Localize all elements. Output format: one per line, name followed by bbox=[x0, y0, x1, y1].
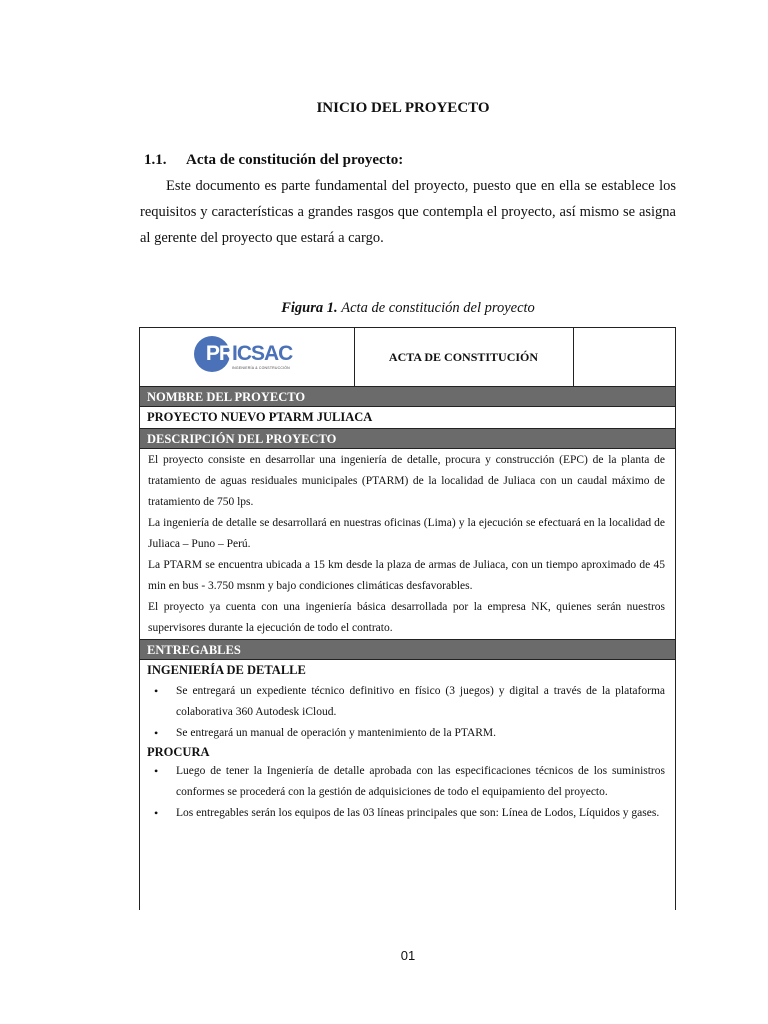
figure-caption bbox=[0, 300, 768, 317]
charter-table bbox=[139, 327, 676, 910]
detail-engineering-list bbox=[140, 681, 675, 744]
company-logo bbox=[194, 333, 292, 375]
figure-label: Figura 1. bbox=[281, 300, 338, 316]
header-empty-cell bbox=[574, 328, 675, 386]
detail-engineering-heading: INGENIERÍA DE DETALLE bbox=[147, 663, 306, 677]
section-number: 1.1. bbox=[144, 152, 167, 168]
procurement-heading: PROCURA bbox=[147, 745, 210, 759]
list-item: • Se entregará un manual de operación y mantenimiento de la PTARM. bbox=[176, 723, 665, 744]
project-name: PROYECTO NUEVO PTARM JULIACA bbox=[140, 407, 675, 429]
procurement-list bbox=[140, 761, 675, 824]
list-item: • Se entregará un expediente técnico definitivo en físico (3 juegos) y digital a través de la plataforma colaborativa 360 Autodesk iCloud. bbox=[176, 681, 665, 723]
list-item: • Los entregables serán los equipos de las 03 líneas principales que son: Línea de Lodos, Líquidos y gases. bbox=[176, 803, 665, 824]
description-label: DESCRIPCIÓN DEL PROYECTO bbox=[140, 429, 675, 449]
logo-circle bbox=[194, 336, 233, 372]
table-header-row bbox=[140, 328, 675, 387]
description-cell bbox=[140, 449, 675, 640]
table-header-title: ACTA DE CONSTITUCIÓN bbox=[354, 328, 574, 386]
logo-cell bbox=[140, 328, 355, 386]
list-item: • Luego de tener la Ingeniería de detalle aprobada con las especificaciones técnicos de los suministros conformes se procederá con la gestión de adquisiciones de todo el equipamiento del proyecto. bbox=[176, 761, 665, 803]
section-heading bbox=[144, 152, 403, 169]
deliverables-label: ENTREGABLES bbox=[140, 640, 675, 660]
logo-prefix: PR bbox=[205, 342, 233, 365]
logo-tagline: INGENIERÍA & CONSTRUCCIÓN bbox=[232, 366, 290, 370]
description-paragraph: El proyecto consiste en desarrollar una ingeniería de detalle, procura y construcción (EPC) de la planta de tratamiento de aguas residuales municipales (PTARM) de la localidad de Juliaca con un caudal máximo de tratamiento de 750 lps. bbox=[148, 454, 665, 508]
intro-paragraph: Este documento es parte fundamental del proyecto, puesto que en ella se establece los requisitos y características a grandes rasgos que contempla el proyecto, así mismo se asigna al gerente del proyecto que estará a cargo. bbox=[140, 178, 676, 246]
deliverables-cell bbox=[140, 660, 675, 824]
description-paragraph: La PTARM se encuentra ubicada a 15 km desde la plaza de armas de Juliaca, con un tiempo aproximado de 45 min en bus - 3.750 msnm y bajo condiciones climáticas desfavorables. bbox=[148, 559, 665, 592]
description-paragraph: La ingeniería de detalle se desarrollará en nuestras oficinas (Lima) y la ejecución se efectuará en la localidad de Juliaca – Puno – Perú. bbox=[148, 517, 665, 550]
section-title: Acta de constitución del proyecto: bbox=[186, 152, 404, 168]
project-name-label: NOMBRE DEL PROYECTO bbox=[140, 387, 675, 407]
logo-suffix: ICSAC bbox=[232, 342, 293, 365]
figure-caption-text: Acta de constitución del proyecto bbox=[341, 300, 535, 316]
page-number: 01 bbox=[400, 948, 416, 963]
page-title: INICIO DEL PROYECTO bbox=[316, 100, 490, 116]
description-paragraph: El proyecto ya cuenta con una ingeniería básica desarrollada por la empresa NK, quienes serán nuestros supervisores durante la ejecución de todo el contrato. bbox=[148, 601, 665, 634]
